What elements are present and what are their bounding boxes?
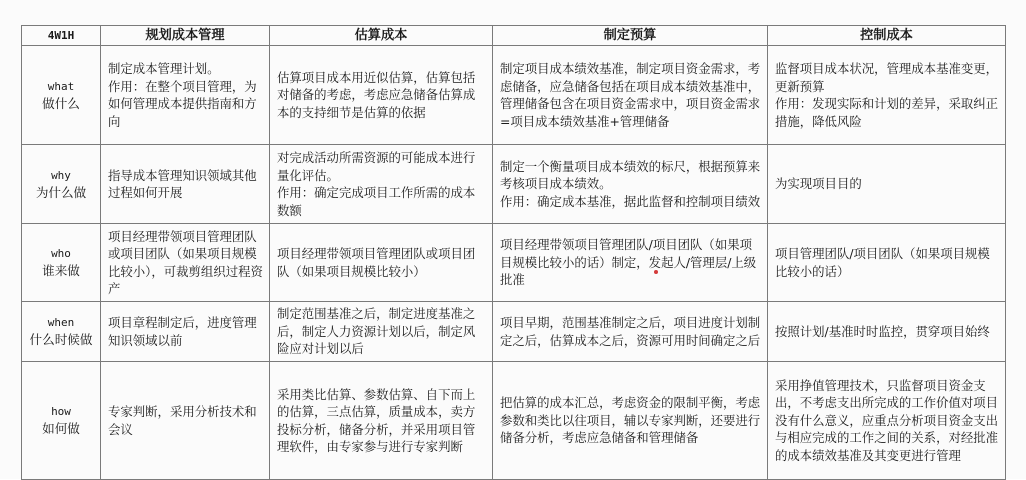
table-cell: 专家判断，采用分析技术和会议 xyxy=(101,362,270,480)
row-head-en: who xyxy=(51,247,71,260)
table-cell: 监督项目成本状况，管理成本基准变更，更新预算 作用：发现实际和计划的差异，采取纠正措施，降低风险 xyxy=(768,46,1006,145)
header-col-estimate: 估算成本 xyxy=(270,26,493,46)
row-head-zh: 什么时候做 xyxy=(29,332,93,347)
table-cell: 为实现项目目的 xyxy=(768,145,1006,224)
table-cell: 项目经理带领项目管理团队/项目团队（如果项目规模比较小的话）制定，发起人/管理层/上级批准 xyxy=(493,224,768,302)
table-cell: 项目经理带领项目管理团队或项目团队（如果项目规模比较小） xyxy=(270,224,493,302)
table-row xyxy=(22,362,1006,480)
row-head-en: how xyxy=(51,405,71,418)
table-row xyxy=(22,302,1006,362)
row-head-zh: 做什么 xyxy=(42,95,80,111)
row-head-who xyxy=(22,224,101,302)
header-col-control: 控制成本 xyxy=(768,26,1006,46)
table-cell: 把估算的成本汇总，考虑资金的限制平衡，考虑参数和类比以往项目，辅以专家判断，还要进行储备分析，考虑应急储备和管理储备 xyxy=(493,362,768,480)
header-col-plan: 规划成本管理 xyxy=(101,26,270,46)
row-head-zh: 为什么做 xyxy=(35,184,87,200)
row-head-why xyxy=(22,145,101,224)
table-cell: 指导成本管理知识领域其他过程如何开展 xyxy=(101,145,270,224)
header-corner: 4W1H xyxy=(22,26,101,46)
cursor-dot xyxy=(654,270,658,274)
table-cell: 制定范围基准之后，制定进度基准之后，制定人力资源计划以后，制定风险应对计划以后 xyxy=(270,302,493,362)
header-row xyxy=(22,26,1006,46)
table-cell: 制定成本管理计划。 作用：在整个项目管理，为如何管理成本提供指南和方向 xyxy=(101,46,270,145)
header-col-budget: 制定预算 xyxy=(493,26,768,46)
row-head-en: when xyxy=(47,316,75,329)
table-cell: 采用挣值管理技术，只监督项目资金支出，不考虑支出所完成的工作价值对项目没有什么意义，应重点分析项目资金支出与相应完成的工作之间的关系，对经批准的成本绩效基准及其变更进行管理 xyxy=(768,362,1006,480)
4w1h-table xyxy=(21,25,1006,480)
table-cell: 项目章程制定后，进度管理知识领域以前 xyxy=(101,302,270,362)
row-head-what xyxy=(22,46,101,145)
table-cell: 制定项目成本绩效基准，制定项目资金需求，考虑储备，应急储备包括在项目成本绩效基准中，管理储备包含在项目资金需求中，项目资金需求=项目成本绩效基准+管理储备 xyxy=(493,46,768,145)
table-cell: 采用类比估算、参数估算、自下而上的估算，三点估算，质量成本，卖方投标分析，储备分析，并采用项目管理软件，由专家参与进行专家判断 xyxy=(270,362,493,480)
row-head-en: why xyxy=(51,168,71,182)
table-cell: 制定一个衡量项目成本绩效的标尺，根据预算来考核项目成本绩效。 作用：确定成本基准，据此监督和控制项目绩效 xyxy=(493,145,768,224)
table-cell: 项目管理团队/项目团队（如果项目规模比较小的话） xyxy=(768,224,1006,302)
table-row xyxy=(22,46,1006,145)
table-row xyxy=(22,145,1006,224)
row-head-how xyxy=(22,362,101,480)
table-cell: 对完成活动所需资源的可能成本进行量化评估。 作用：确定完成项目工作所需的成本数额 xyxy=(270,145,493,224)
table-cell: 估算项目成本用近似估算，估算包括对储备的考虑，考虑应急储备估算成本的支持细节是估算的依据 xyxy=(270,46,493,145)
table-cell: 项目早期，范围基准制定之后，项目进度计划制定之后，估算成本之后，资源可用时间确定之后 xyxy=(493,302,768,362)
row-head-when xyxy=(22,302,101,362)
table-cell: 按照计划/基准时时监控，贯穿项目始终 xyxy=(768,302,1006,362)
table-cell: 项目经理带领项目管理团队或项目团队（如果项目规模比较小），可裁剪组织过程资产 xyxy=(101,224,270,302)
table-row xyxy=(22,224,1006,302)
row-head-en: what xyxy=(47,79,75,93)
row-head-zh: 如何做 xyxy=(42,421,80,436)
row-head-zh: 谁来做 xyxy=(42,263,80,278)
